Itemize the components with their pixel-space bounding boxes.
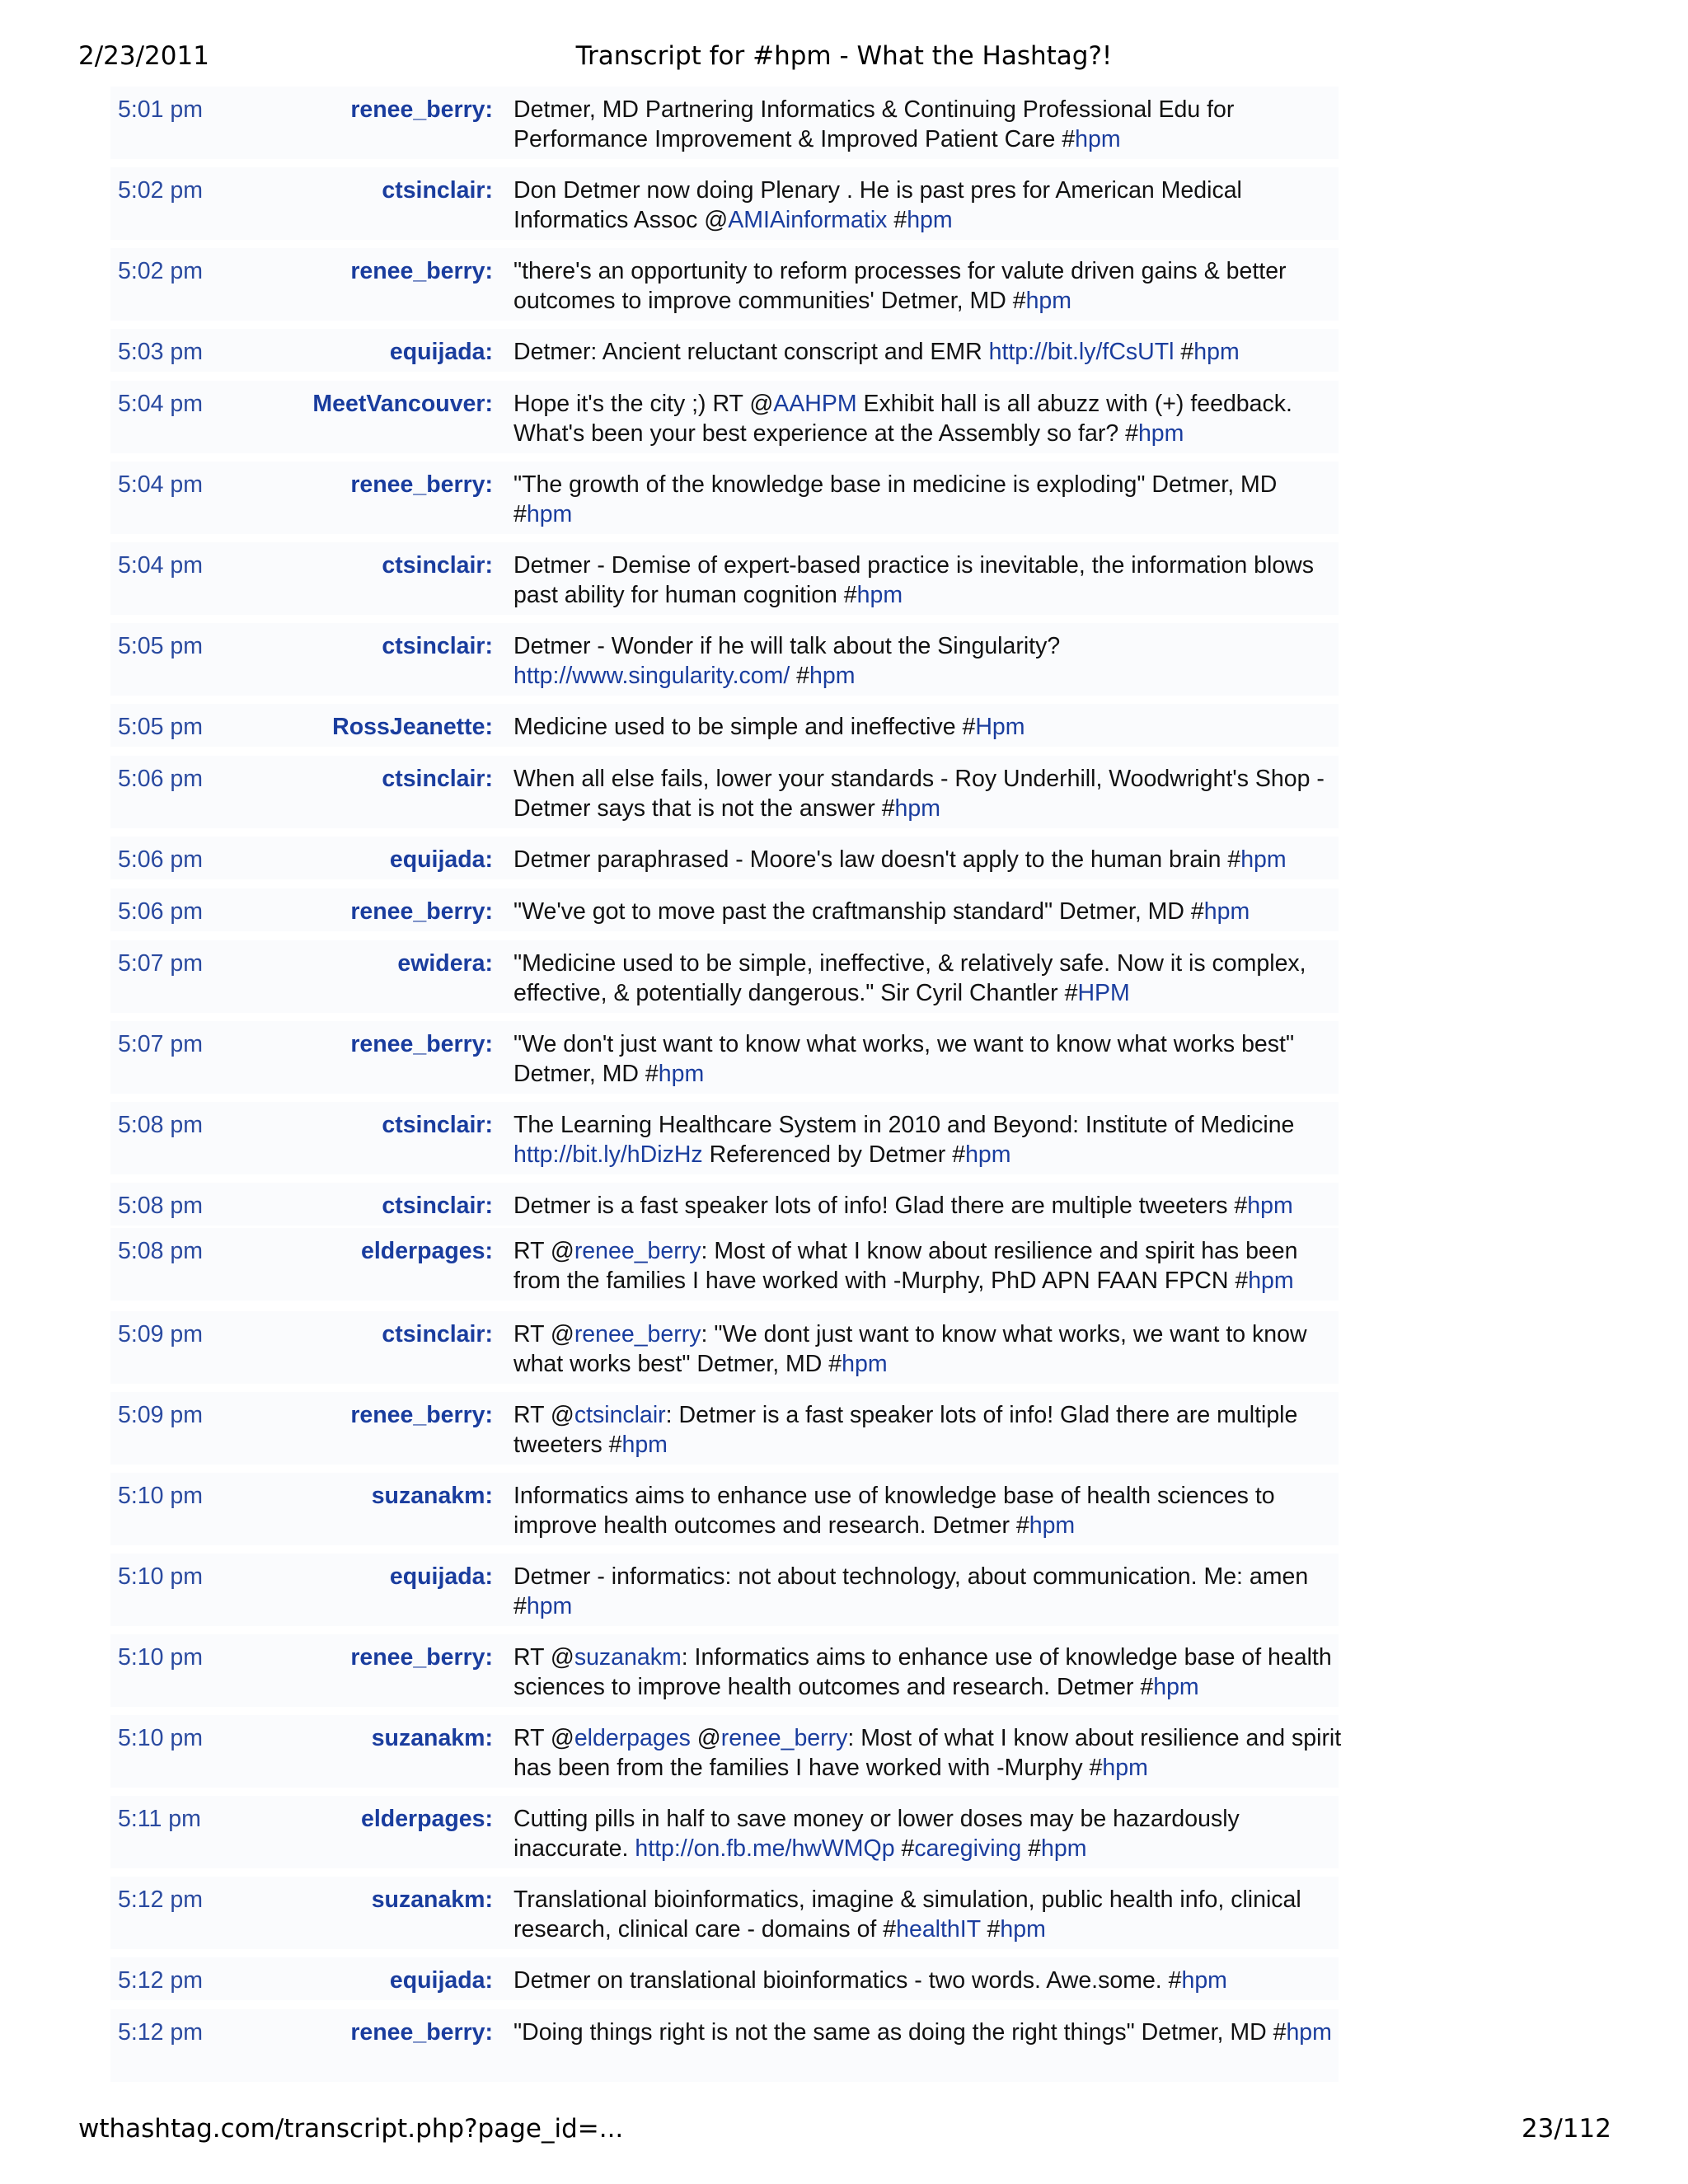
tweet-text-segment: RT @ [513,1238,574,1264]
tweet-tag-link[interactable]: hpm [856,582,903,608]
tweet-tag-link[interactable]: hpm [1247,1193,1293,1219]
tweet-text-segment: Translational bioinformatics, imagine & simulation, public health info, clinical research, clinical care - domains of # [513,1886,1301,1943]
tweet-text [513,631,1342,691]
tweet-text-segment: Detmer paraphrased - Moore's law doesn't apply to the human brain # [513,846,1241,873]
tweet-time[interactable]: 5:03 pm [118,339,203,365]
tweet-tag-link[interactable]: hpm [1025,288,1072,314]
tweet-text [513,95,1342,154]
tweet-username[interactable]: suzanakm: [371,1725,493,1751]
tweet-text-segment: Hope it's the city ;) RT @ [513,391,774,417]
tweet-username[interactable]: renee_berry: [350,1031,493,1057]
tweet-text-segment: "Medicine used to be simple, ineffective, & relatively safe. Now it is complex, effective, & potentially dangerous." Sir Cyril Chantler # [513,950,1306,1006]
tweet-username[interactable]: equijada: [389,1563,493,1590]
tweet-tag-link[interactable]: hpm [1029,1512,1076,1539]
tweet-tag-link[interactable]: caregiving [914,1835,1022,1862]
tweet-text-segment: "We don't just want to know what works, we want to know what works best" Detmer, MD # [513,1031,1295,1087]
tweet-text [513,1804,1342,1863]
tweet-url-link[interactable]: http://bit.ly/fCsUTl [988,339,1175,365]
tweet-time[interactable]: 5:08 pm [118,1112,203,1138]
tweet-username[interactable]: renee_berry: [350,1402,493,1428]
tweet-url-link[interactable]: http://on.fb.me/hwWMQp [635,1835,895,1862]
tweet-username[interactable]: ewidera: [397,950,493,977]
tweet-text [513,176,1342,235]
tweet-text-segment: Detmer - informatics: not about technology, about communication. Me: amen # [513,1563,1309,1619]
tweet-text-segment: RT @ [513,1402,574,1428]
tweet-text [513,1400,1342,1460]
tweet-text-segment: "Doing things right is not the same as doing the right things" Detmer, MD # [513,2019,1287,2046]
tweet-text-segment: Detmer is a fast speaker lots of info! Glad there are multiple tweeters # [513,1193,1248,1219]
tweet-username[interactable]: equijada: [389,846,493,873]
tweet-text [513,2018,1342,2047]
tweet-username[interactable]: RossJeanette: [332,714,493,740]
tweet-tag-link[interactable]: hpm [965,1141,1011,1168]
tweet-tag-link[interactable]: elderpages [574,1725,691,1751]
tweet-time[interactable]: 5:06 pm [118,898,203,925]
tweet-text [513,1319,1342,1379]
tweet-tag-link[interactable]: ctsinclair [574,1402,666,1428]
tweet-text [513,256,1342,316]
tweet-text-segment: RT @ [513,1725,574,1751]
tweet-tag-link[interactable]: AAHPM [773,391,857,417]
tweet-text-segment: "The growth of the knowledge base in medicine is exploding" Detmer, MD # [513,471,1278,527]
tweet-username[interactable]: ctsinclair: [382,1112,493,1138]
tweet-text-segment: : Most of what I know about resilience and spirit has been from the families I have worked with -Murphy, PhD APN FAAN FPCN # [513,1238,1298,1294]
tweet-text [513,1191,1342,1221]
tweet-tag-link[interactable]: Hpm [975,714,1025,740]
tweet-text-segment: Detmer - Wonder if he will talk about the Singularity? [513,633,1061,659]
tweet-tag-link[interactable]: hpm [1248,1268,1294,1294]
tweet-time[interactable]: 5:12 pm [118,1967,203,1994]
tweet-tag-link[interactable]: suzanakm [574,1644,682,1671]
tweet-time[interactable]: 5:10 pm [118,1644,203,1671]
tweet-tag-link[interactable]: hpm [1240,846,1287,873]
tweet-tag-link[interactable]: hpm [1203,898,1250,925]
tweet-text-segment: : Informatics aims to enhance use of knowledge base of health sciences to improve health outcomes and research. Detmer # [513,1644,1332,1700]
tweet-text-segment: : Most of what I know about resilience and spirit has been from the families I have worked with -Murphy # [513,1725,1342,1781]
tweet-username[interactable]: renee_berry: [350,258,493,284]
tweet-text-segment: Cutting pills in half to save money or lower doses may be hazardously inaccurate. [513,1806,1240,1862]
tweet-text-segment: # [980,1916,1001,1943]
tweet-text-segment: Exhibit hall is all abuzz with (+) feedback. What's been your best experience at the Assembly so far? # [513,391,1292,447]
tweet-time[interactable]: 5:09 pm [118,1321,203,1347]
tweet-time[interactable]: 5:02 pm [118,258,203,284]
tweet-text [513,897,1342,926]
tweet-text-segment: Informatics aims to enhance use of knowledge base of health sciences to improve health outcomes and research. Detmer # [513,1483,1275,1539]
tweet-tag-link[interactable]: hpm [1075,126,1121,152]
tweet-text [513,1562,1342,1621]
tweet-tag-link[interactable]: hpm [1153,1674,1199,1700]
tweet-tag-link[interactable]: renee_berry [574,1321,701,1347]
tweet-tag-link[interactable]: hpm [1041,1835,1087,1862]
tweet-text-segment: "We've got to move past the craftmanship standard" Detmer, MD # [513,898,1204,925]
tweet-tag-link[interactable]: hpm [1137,420,1184,447]
tweet-username[interactable]: renee_berry: [350,2019,493,2046]
tweet-tag-link[interactable]: hpm [1286,2019,1332,2046]
tweet-time[interactable]: 5:10 pm [118,1725,203,1751]
tweet-text-segment: : "We dont just want to know what works, we want to know what works best" Detmer, MD # [513,1321,1307,1377]
tweet-username[interactable]: ctsinclair: [382,633,493,659]
tweet-tag-link[interactable]: hpm [526,1593,573,1619]
tweet-url-link[interactable]: http://www.singularity.com/ [513,663,790,689]
tweet-username[interactable]: suzanakm: [371,1886,493,1913]
tweet-text-segment: Detmer: Ancient reluctant conscript and EMR [513,339,989,365]
tweet-time[interactable]: 5:11 pm [118,1806,201,1832]
tweet-username[interactable]: equijada: [389,339,493,365]
tweet-text-segment: The Learning Healthcare System in 2010 and Beyond: Institute of Medicine [513,1112,1295,1138]
tweet-time[interactable]: 5:07 pm [118,1031,203,1057]
tweet-username[interactable]: renee_berry: [350,1644,493,1671]
page-title: Transcript for #hpm - What the Hashtag?! [575,41,1113,71]
tweet-time[interactable]: 5:12 pm [118,1886,203,1913]
tweet-text [513,337,1342,367]
tweet-tag-link[interactable]: hpm [842,1351,888,1377]
tweet-time[interactable]: 5:04 pm [118,471,203,498]
tweet-text [513,949,1342,1008]
tweet-text-segment: # [894,1835,915,1862]
tweet-text-segment: @ [690,1725,721,1751]
tweet-tag-link[interactable]: hpm [894,795,940,822]
tweet-text-segment: Medicine used to be simple and ineffective # [513,714,976,740]
tweet-text-segment: Detmer, MD Partnering Informatics & Continuing Professional Edu for Performance Improvement & Improved Patient Care # [513,96,1235,152]
tweet-time[interactable]: 5:10 pm [118,1483,203,1509]
tweet-username[interactable]: elderpages: [361,1238,493,1264]
tweet-text-segment: When all else fails, lower your standards - Roy Underhill, Woodwright's Shop - Detmer says that is not the answer # [513,766,1325,822]
tweet-tag-link[interactable]: HPM [1077,980,1130,1006]
tweet-text [513,389,1342,448]
tweet-username[interactable]: renee_berry: [350,96,493,123]
tweet-tag-link[interactable]: hpm [658,1061,705,1087]
tweet-username[interactable]: ctsinclair: [382,177,493,204]
tweet-text-segment: Referenced by Detmer # [702,1141,966,1168]
tweet-time[interactable]: 5:08 pm [118,1238,203,1264]
tweet-tag-link[interactable]: hpm [1193,339,1240,365]
tweet-text [513,1236,1342,1296]
tweet-text [513,470,1342,529]
tweet-tag-link[interactable]: hpm [1102,1755,1148,1781]
tweet-time[interactable]: 5:06 pm [118,766,203,792]
tweet-time[interactable]: 5:08 pm [118,1193,203,1219]
tweet-username[interactable]: ctsinclair: [382,552,493,579]
tweet-time[interactable]: 5:04 pm [118,552,203,579]
page-footer [0,2114,1688,2150]
tweet-text-segment: # [1021,1835,1042,1862]
tweet-username[interactable]: ctsinclair: [382,1321,493,1347]
tweet-tag-link[interactable]: healthIT [896,1916,981,1943]
tweet-time[interactable]: 5:02 pm [118,177,203,204]
tweet-text [513,1966,1342,1995]
tweet-username[interactable]: ctsinclair: [382,1193,493,1219]
tweet-text-segment: : Detmer is a fast speaker lots of info! Glad there are multiple tweeters # [513,1402,1298,1458]
page-number: 23/112 [1521,2114,1611,2144]
tweet-time[interactable]: 5:04 pm [118,391,203,417]
tweet-time[interactable]: 5:10 pm [118,1563,203,1590]
tweet-username[interactable]: MeetVancouver: [312,391,493,417]
source-url[interactable]: wthashtag.com/transcript.php?page_id=... [78,2114,624,2144]
tweet-username[interactable]: renee_berry: [350,898,493,925]
tweet-text [513,1643,1342,1702]
tweet-url-link[interactable]: http://bit.ly/hDizHz [513,1141,703,1168]
tweet-text [513,1723,1342,1783]
print-date: 2/23/2011 [78,41,209,71]
tweet-time[interactable]: 5:05 pm [118,633,203,659]
tweet-text [513,764,1342,823]
tweet-text-segment: RT @ [513,1644,574,1671]
tweet-text-segment: # [887,207,907,233]
tweet-text [513,1885,1342,1944]
tweet-text-segment: Detmer on translational bioinformatics - two words. Awe.some. # [513,1967,1182,1994]
tweet-text [513,551,1342,610]
tweet-text-segment: RT @ [513,1321,574,1347]
tweet-text-segment: "there's an opportunity to reform processes for valute driven gains & better outcomes to improve communities' Detmer, MD # [513,258,1287,314]
tweet-tag-link[interactable]: hpm [809,663,856,689]
tweet-tag-link[interactable]: hpm [907,207,953,233]
tweet-username[interactable]: renee_berry: [350,471,493,498]
tweet-username[interactable]: ctsinclair: [382,766,493,792]
tweet-tag-link[interactable]: hpm [1181,1967,1227,1994]
tweet-text-segment: # [790,663,810,689]
tweet-text [513,1110,1342,1169]
tweet-username[interactable]: suzanakm: [371,1483,493,1509]
tweet-tag-link[interactable]: AMIAinformatix [728,207,888,233]
tweet-time[interactable]: 5:09 pm [118,1402,203,1428]
tweet-username[interactable]: equijada: [389,1967,493,1994]
tweet-time[interactable]: 5:01 pm [118,96,203,123]
tweet-text [513,845,1342,874]
tweet-tag-link[interactable]: renee_berry [574,1238,701,1264]
tweet-text [513,1481,1342,1540]
tweet-time[interactable]: 5:06 pm [118,846,203,873]
tweet-username[interactable]: elderpages: [361,1806,493,1832]
tweet-text [513,1029,1342,1089]
tweet-text-segment: Detmer - Demise of expert-based practice is inevitable, the information blows past ability for human cognition # [513,552,1315,608]
tweet-tag-link[interactable]: renee_berry [720,1725,848,1751]
tweet-text-segment: Don Detmer now doing Plenary . He is past pres for American Medical Informatics Assoc @ [513,177,1242,233]
tweet-tag-link[interactable]: hpm [526,501,573,527]
tweet-tag-link[interactable]: hpm [1000,1916,1046,1943]
tweet-text [513,712,1342,742]
tweet-text-segment: # [1174,339,1194,365]
tweet-tag-link[interactable]: hpm [621,1432,668,1458]
tweet-time[interactable]: 5:07 pm [118,950,203,977]
tweet-time[interactable]: 5:12 pm [118,2019,203,2046]
tweet-time[interactable]: 5:05 pm [118,714,203,740]
